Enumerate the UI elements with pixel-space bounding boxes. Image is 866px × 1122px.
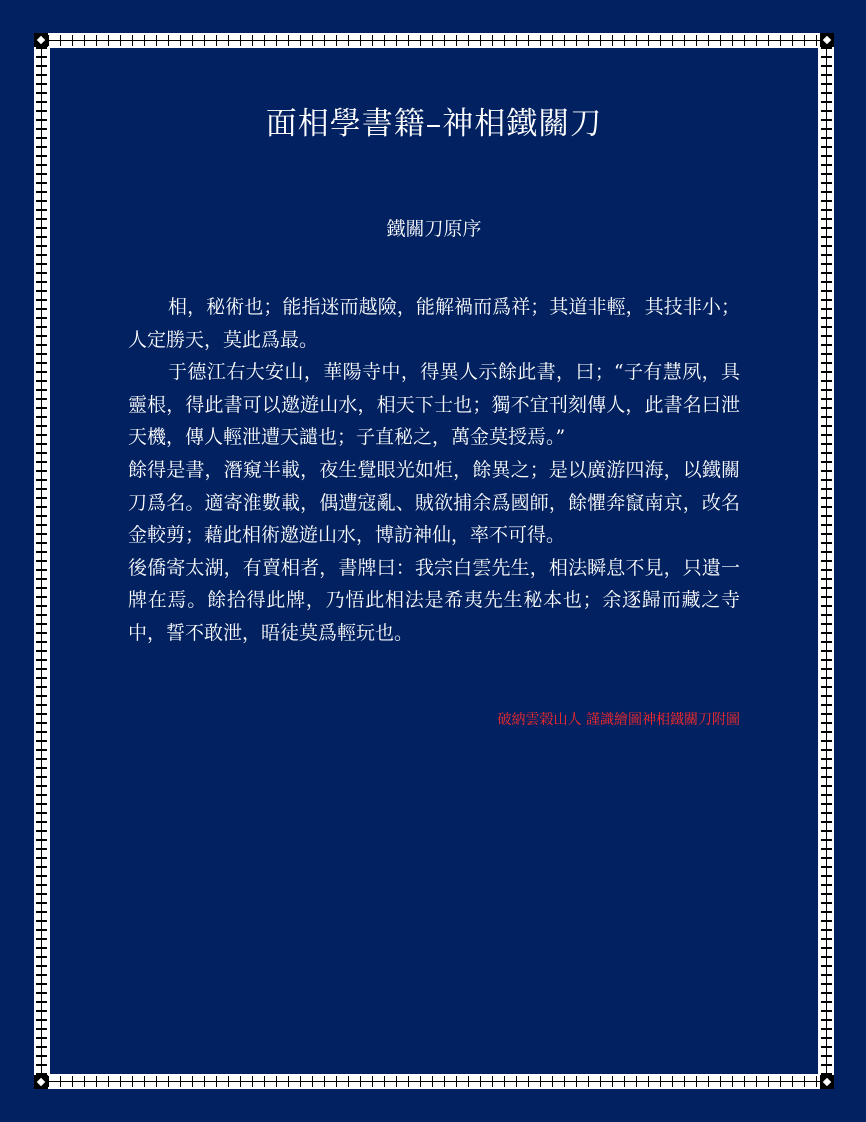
corner-ornament-bottom-left — [34, 1075, 48, 1089]
page-title: 面相學書籍–神相鐵關刀 — [265, 106, 603, 142]
preface-body — [128, 291, 740, 650]
border-top — [48, 35, 820, 46]
corner-ornament-top-left — [34, 33, 48, 47]
paragraph: 餘得是書，潛窺半載，夜生覺眼光如炬，餘異之；是以廣游四海，以鐵關刀爲名。適寄淮數載，偶遭寇亂、賊欲捕余爲國師，餘懼奔竄南京，改名金較剪；藉此相術邀遊山水，博訪神仙，率不可得。 — [128, 458, 740, 547]
border-left — [36, 47, 47, 1075]
signature-line: 破納雲榖山人 謹識繪圖神相鐵關刀附圖 — [497, 711, 740, 728]
border-right — [821, 47, 832, 1075]
section-title: 鐵關刀原序 — [386, 218, 482, 240]
border-bottom — [48, 1076, 820, 1087]
document-content — [128, 100, 740, 730]
paragraph: 後僑寄太湖，有賣相者，書牌曰：我宗白雲先生，相法瞬息不見，只遺一牌在焉。餘拾得此牌，乃悟此相法是希夷先生秘本也；余逐歸而藏之寺中，誓不敢泄，晤徒莫爲輕玩也。 — [128, 556, 740, 644]
corner-ornament-bottom-right — [820, 1075, 834, 1089]
paragraph: 于德江右大安山，華陽寺中，得異人示餘此書，曰；“子有慧夙，具靈根，得此書可以邀遊山水，相天下士也；獨不宜刊刻傳人，此書名曰泄天機，傳人輕泄遭天譴也；子直秘之，萬金莫授焉。” — [128, 361, 740, 449]
paragraph: 相，秘術也；能指迷而越險，能解禍而爲祥；其道非輕，其技非小；人定勝天，莫此爲最。 — [128, 296, 740, 351]
corner-ornament-top-right — [820, 33, 834, 47]
